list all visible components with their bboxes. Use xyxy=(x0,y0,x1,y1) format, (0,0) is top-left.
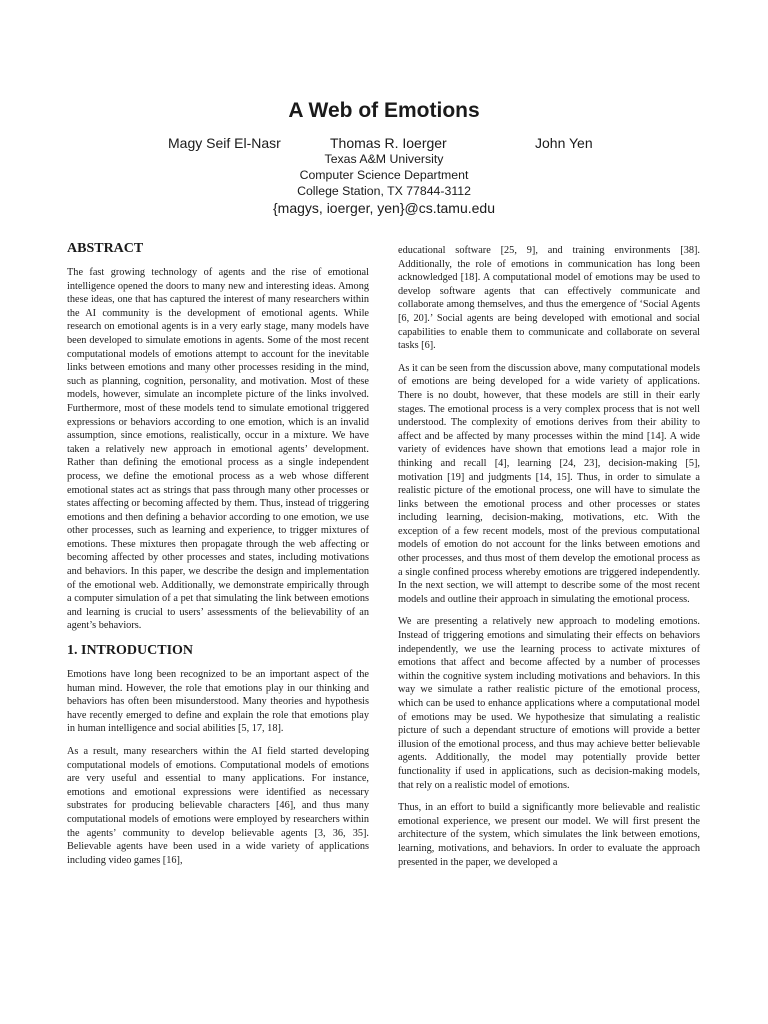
abstract-heading: ABSTRACT xyxy=(67,241,144,256)
abstract-text: The fast growing technology of agents and the rise of emotional intelligence opened the doors to many new and interesting ideas. Among these ideas, one that has captured the interest of many researchers within the AI community is the development of emotional agents. While research on emotional agents is in a very early stage, many models have been developed to simulate emotions in agents. Some of the most recent computational models of emotions attempt to account for the inevitable links between emotions and many other processes residing in the mind, such as planning, cognition, personality, and motivation. Most of these models, however, simulate an incomplete picture of the links involved. Furthermore, most of these models tend to simulate emotional triggered expressions or behaviors according to one emotion, which is an invalid assumption, since emotions, realistically, occur in a mixture. We have taken a relatively new approach in emotional agents’ development. Rather than defining the emotional process as a single independent process, we define the emotional process as a web whose different emotional states act as strings that pass through many other processes or states affecting or becoming affected by them. Thus, instead of triggering emotions and then defining a behavior according to one emotion, we use other processes, such as learning and experience, to trigger mixtures of emotions. These mixtures then propagate through the web affecting or becoming affected by other processes and states, including motivations and behaviors. In this paper, we describe the design and implementation of the emotional web. Additionally, we demonstrate empirically through a computer simulation of a pet that simulating the link between emotions and learning is crucial to users’ assessments of the believability of an agent’s behaviors. xyxy=(67,267,369,632)
body-paragraph: As a result, many researchers within the AI field started developing computational models of emotions. Computational models of emotions are very useful and essential to many applications. For instance, emotions and emotional expressions were identified as necessary substrates for producing believable characters [46], and thus many computational models of emotions were employed by researchers within the agents’ community to develop believable agents [3, 36, 35]. Believable agents have been used in a wide variety of applications including video games [16], xyxy=(67,746,369,866)
author-name: Thomas R. Ioerger xyxy=(330,135,447,151)
body-paragraph: We are presenting a relatively new approach to modeling emotions. Instead of triggering emotions and simulating their effects on behaviors independently, we use the learning process to activate mixtures of emotions that affect and become affected by a number of processes within the cognitive system including motivations and behaviors. In this way we simulate a rather realistic picture of the emotional process, which can be used to enhance applications where a computational model of emotions may be used. We hypothesize that simulating a realistic picture of such a dependant structure of emotions will provide a better illusion of the emotional process, and thus may achieve better believable agents. Additionally, the model may potentially provide better functionality if used in applications, such as decision-making models, that rely on a realistic model of emotions. xyxy=(398,616,700,791)
affiliation-university: Texas A&M University xyxy=(324,152,444,166)
affiliation-address: College Station, TX 77844-3112 xyxy=(297,184,471,198)
paper-title: A Web of Emotions xyxy=(288,99,480,122)
body-paragraph: Thus, in an effort to build a significantly more believable and realistic emotional experience, we present our model. We will first present the architecture of the system, which simulates the link between emotions, learning, motivations, and behaviors. In order to evaluate the approach presented in the paper, we developed a xyxy=(398,802,700,868)
author-name: Magy Seif El-Nasr xyxy=(168,135,281,151)
right-column xyxy=(398,244,700,878)
left-column xyxy=(67,240,369,876)
body-paragraph: educational software [25, 9], and training environments [38]. Additionally, the role of emotions in communication has long been acknowledged [18]. A computational model of emotions may be used to develop software agents that can effectively communicate and collaborate among themselves, and thus the emergence of ‘Social Agents [6, 20].’ Social agents are being developed with emotional and social capabilities to enable them to communicate and collaborate on several tasks [6]. xyxy=(398,245,700,352)
introduction-heading: 1. INTRODUCTION xyxy=(67,643,194,659)
author-emails: {magys, ioerger, yen}@cs.tamu.edu xyxy=(273,200,495,216)
body-paragraph: As it can be seen from the discussion above, many computational models of emotions are being developed for a wide variety of applications. There is no doubt, however, that these models are still in their early stages. The emotional process is a very complex process that is not well understood. The complexity of emotions derives from their ability to affect and be affected by many processes within the mind [14]. A wide variety of evidences have shown that emotions lead a major role in thinking and recall [4], learning [24, 23], decision-making [5], motivation [19] and judgments [14, 15]. Thus, in order to simulate a realistic picture of the emotional process, one will have to simulate the links between the emotional process and other processes or states including learning, decision-making, motivations, etc. With the exception of a few recent models, most of the previous computational models of emotion do not account for the links between emotions and other processes, and thus most of them develop the emotional process as a single confined process whereby emotions are triggered independently. In the next section, we will attempt to describe some of the most recent models and outline their approach in simulating the emotional process. xyxy=(398,362,700,605)
affiliation-department: Computer Science Department xyxy=(299,168,469,182)
author-name: John Yen xyxy=(535,135,593,151)
body-paragraph: Emotions have long been recognized to be an important aspect of the human mind. However, the role that emotions play in our thinking and behaviors has often been misunderstood. Many theories and hypothesis have recently emerged to define and explain the role that emotions play in human intelligence and social abilities [5, 17, 18]. xyxy=(67,669,369,735)
